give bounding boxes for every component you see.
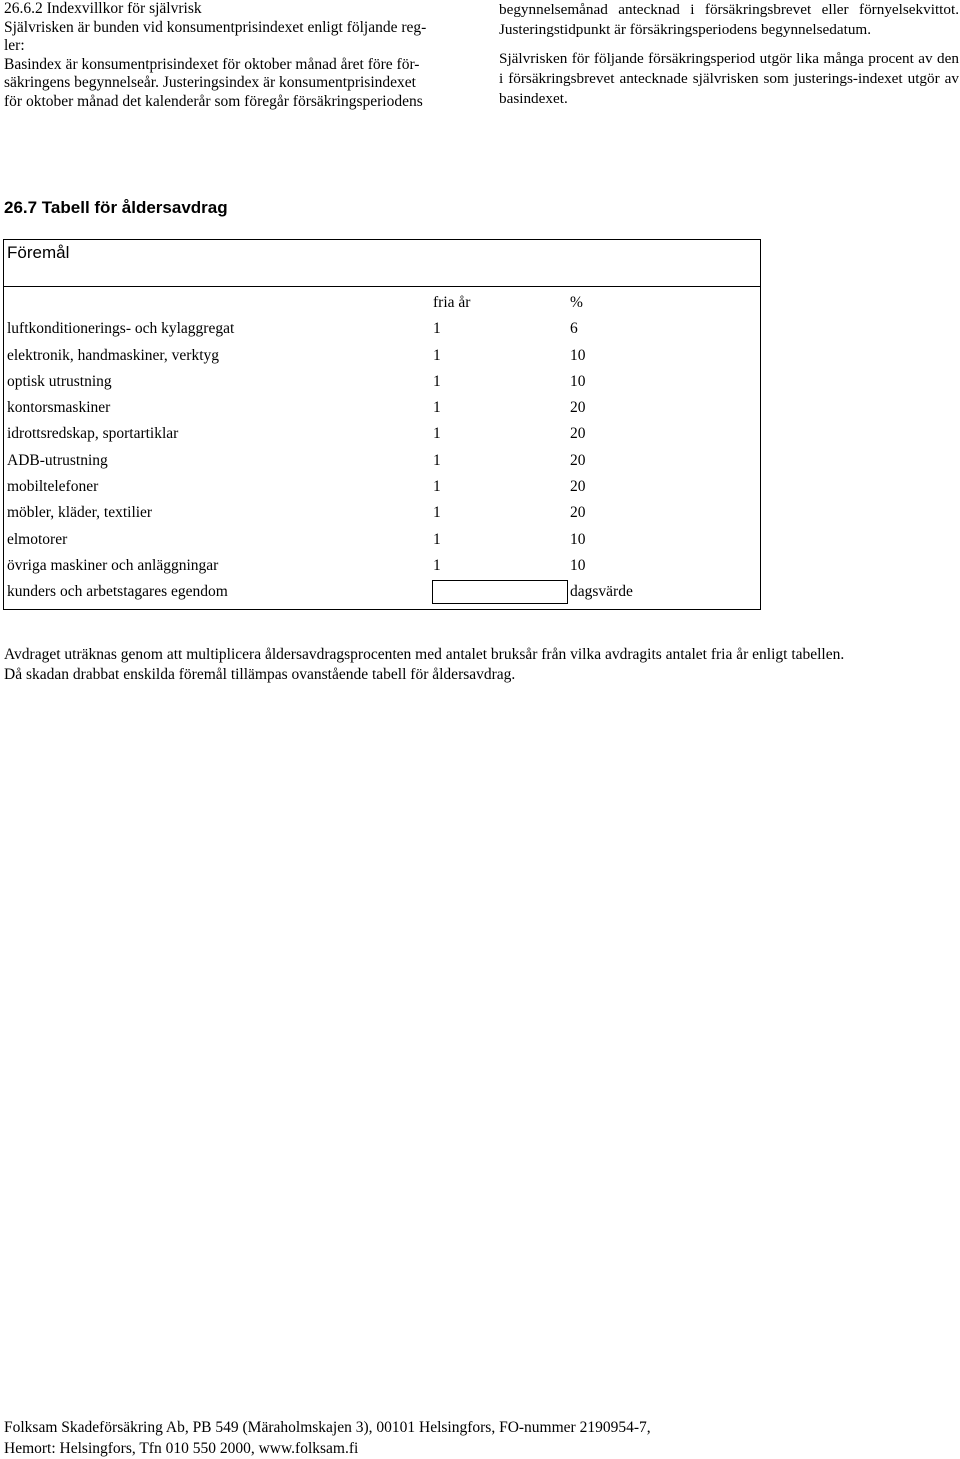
percent: 20: [570, 425, 586, 443]
item-name: kontorsmaskiner: [7, 399, 111, 417]
item-name: elmotorer: [7, 530, 68, 548]
percent: 10: [570, 372, 586, 390]
footer-line-1: Folksam Skadeförsäkring Ab, PB 549 (Märaholmskajen 3), 00101 Helsingfors, FO-nummer 2190954-7,: [4, 1419, 651, 1436]
right-paragraph-2: Självrisken för följande försäkringsperiod utgör lika många procent av den i försäkringsbrevet antecknade självrisken som justerings-indexet utgör av basindexet.: [499, 50, 959, 107]
left-line-3: Basindex är konsumentprisindexet för oktober månad året före för-: [4, 55, 420, 73]
right-paragraph-1: begynnelsemånad antecknad i försäkringsbrevet eller förnyelsekvittot. Justeringstidpunkt är försäkringsperiodens begynnelsedatum.: [499, 1, 959, 38]
left-line-5: för oktober månad det kalenderår som föregår försäkringsperiodens: [4, 92, 423, 110]
section-heading: 26.7 Tabell för åldersavdrag: [4, 198, 228, 217]
percent: 20: [570, 399, 586, 417]
item-name: idrottsredskap, sportartiklar: [7, 425, 179, 443]
free-years: 1: [433, 478, 441, 496]
free-years: 1: [433, 399, 441, 417]
table-row: [4, 316, 760, 342]
left-line-1: Självrisken är bunden vid konsumentprisindexet enligt följande reg-: [4, 18, 427, 36]
left-column: [4, 0, 466, 112]
percent: 20: [570, 451, 586, 469]
percent: dagsvärde: [570, 583, 633, 601]
subsection-heading: 26.6.2 Indexvillkor för självrisk: [4, 0, 202, 17]
left-line-2: ler:: [4, 37, 25, 55]
empty-cell-box: [432, 580, 568, 604]
table-row: [4, 421, 760, 447]
item-name: mobiltelefoner: [7, 478, 99, 496]
percent: 10: [570, 346, 586, 364]
table-row: [4, 474, 760, 500]
note-line-1: Avdraget uträknas genom att multiplicera åldersavdragsprocenten med antalet bruksår från vilka avdragits antalet fria år enligt tabellen.: [4, 646, 845, 663]
item-name: övriga maskiner och anläggningar: [7, 556, 219, 574]
table-body: [4, 287, 760, 609]
free-years: 1: [433, 372, 441, 390]
table-row: [4, 579, 760, 605]
table-title: Föremål: [4, 240, 760, 287]
left-line-4: säkringens begynnelseår. Justeringsindex är konsumentprisindexet: [4, 74, 416, 92]
item-name: elektronik, handmaskiner, verktyg: [7, 346, 220, 364]
item-name: ADB-utrustning: [7, 451, 108, 469]
free-years: 1: [433, 425, 441, 443]
percent: 10: [570, 556, 586, 574]
header-percent: %: [570, 294, 583, 311]
item-name: luftkonditionerings- och kylaggregat: [7, 320, 235, 338]
footer-line-2: Hemort: Helsingfors, Tfn 010 550 2000, www.folksam.fi: [4, 1440, 359, 1457]
table-row: [4, 500, 760, 526]
item-name: möbler, kläder, textilier: [7, 504, 153, 522]
header-free-years: fria år: [433, 294, 471, 311]
free-years: 1: [433, 320, 441, 338]
page-footer: [4, 1417, 954, 1459]
table-row: [4, 343, 760, 369]
table-row: [4, 553, 760, 579]
percent: 6: [570, 320, 578, 338]
free-years: 1: [433, 346, 441, 364]
table-row: [4, 527, 760, 553]
percent: 10: [570, 530, 586, 548]
age-deduction-table: [3, 239, 761, 610]
free-years: 1: [433, 451, 441, 469]
table-row: [4, 448, 760, 474]
free-years: 1: [433, 504, 441, 522]
free-years: 1: [433, 556, 441, 574]
item-name: optisk utrustning: [7, 372, 112, 390]
deduction-note: [4, 645, 960, 685]
item-name: kunders och arbetstagares egendom: [7, 583, 228, 601]
table-row: [4, 369, 760, 395]
percent: 20: [570, 504, 586, 522]
note-line-2: Då skadan drabbat enskilda föremål tillämpas ovanstående tabell för åldersavdrag.: [4, 666, 516, 683]
percent: 20: [570, 478, 586, 496]
right-column: [499, 0, 959, 109]
free-years: 1: [433, 530, 441, 548]
table-row: [4, 395, 760, 421]
table-header-row: [4, 290, 760, 316]
